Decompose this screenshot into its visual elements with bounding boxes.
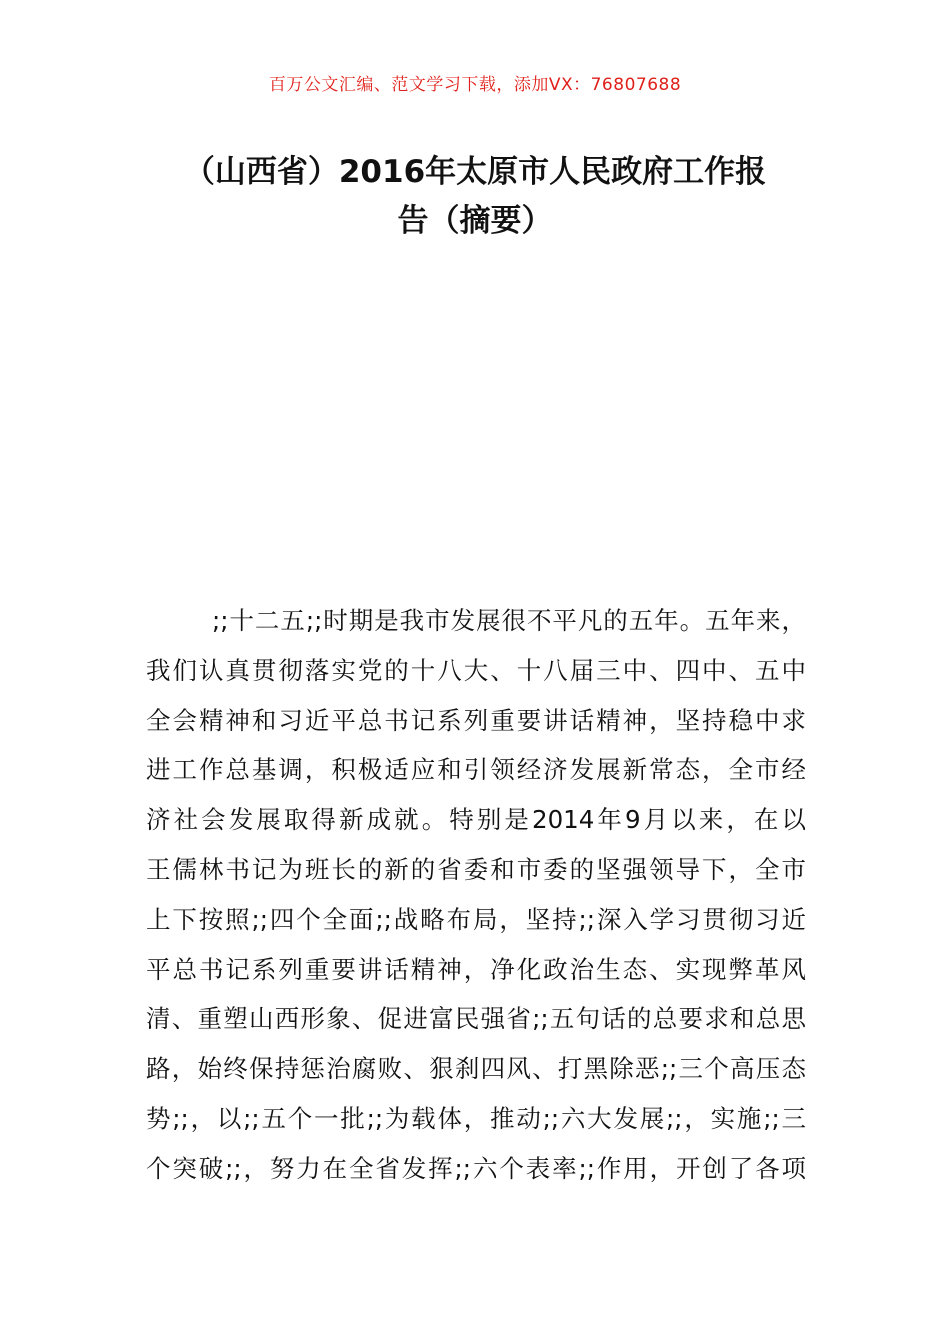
paragraph-line: 全会精神和习近平总书记系列重要讲话精神，坚持稳中求 [146,705,806,735]
paragraph-line: 清、重塑山西形象、促进富民强省;;五句话的总要求和总思 [146,1004,806,1034]
paragraph-line: 平总书记系列重要讲话精神，净化政治生态、实现弊革风 [146,954,806,984]
paragraph-line: 势;;，以;;五个一批;;为载体，推动;;六大发展;;，实施;;三 [146,1103,806,1133]
paragraph-line: 我们认真贯彻落实党的十八大、十八届三中、四中、五中 [146,655,806,685]
watermark-header: 百万公文汇编、范文学习下载，添加VX：76807688 [268,75,682,95]
document-title [0,148,950,246]
paragraph-line: 王儒林书记为班长的新的省委和市委的坚强领导下，全市 [146,854,806,884]
paragraph-line: 进工作总基调，积极适应和引领经济发展新常态，全市经 [146,755,806,785]
paragraph-line: 个突破;;，努力在全省发挥;;六个表率;;作用，开创了各项 [146,1153,806,1183]
title-line-2: 告（摘要） [397,203,553,239]
title-line-1: （山西省）2016年太原市人民政府工作报 [183,154,767,190]
paragraph-line: 路，始终保持惩治腐败、狠刹四风、打黑除恶;;三个高压态 [146,1054,806,1084]
paragraph-line: 上下按照;;四个全面;;战略布局，坚持;;深入学习贯彻习近 [146,904,806,934]
body-paragraph [146,596,806,1194]
paragraph-line: 济社会发展取得新成就。特别是2014年9月以来，在以 [146,805,806,835]
paragraph-line: ;;十二五;;时期是我市发展很不平凡的五年。五年来， [212,606,806,635]
